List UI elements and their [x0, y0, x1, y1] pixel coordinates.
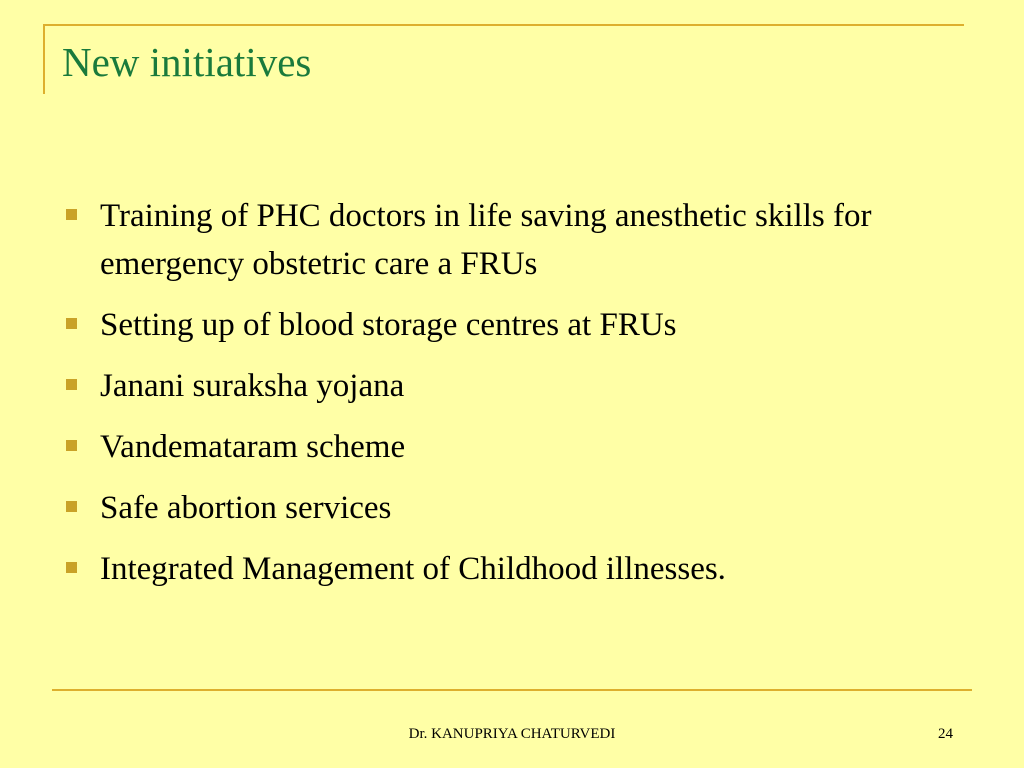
bullet-text: Vandemataram scheme — [100, 429, 406, 465]
slide-title: New initiatives — [62, 39, 312, 85]
page-number: 24 — [938, 726, 953, 742]
square-bullet-icon — [66, 318, 77, 329]
square-bullet-icon — [66, 440, 77, 451]
footer-divider — [52, 689, 972, 691]
bullet-text: Safe abortion services — [100, 490, 392, 526]
bullet-item — [64, 362, 944, 410]
title-frame-left-line — [43, 24, 45, 94]
bullet-text: Integrated Management of Childhood illnesses. — [100, 551, 726, 587]
bullet-text: Setting up of blood storage centres at FRUs — [100, 307, 677, 343]
bullet-item — [64, 484, 944, 532]
square-bullet-icon — [66, 562, 77, 573]
footer-author: Dr. KANUPRIYA CHATURVEDI — [408, 726, 616, 742]
bullet-item — [64, 192, 944, 288]
bullet-item — [64, 423, 944, 471]
square-bullet-icon — [66, 501, 77, 512]
square-bullet-icon — [66, 209, 77, 220]
bullet-item — [64, 545, 944, 593]
title-frame-top-line — [44, 24, 964, 26]
bullet-list — [64, 192, 944, 606]
bullet-text: Training of PHC doctors in life saving anesthetic skills for emergency obstetric care a FRUs — [100, 198, 872, 282]
bullet-item — [64, 301, 944, 349]
square-bullet-icon — [66, 379, 77, 390]
bullet-text: Janani suraksha yojana — [100, 368, 405, 404]
